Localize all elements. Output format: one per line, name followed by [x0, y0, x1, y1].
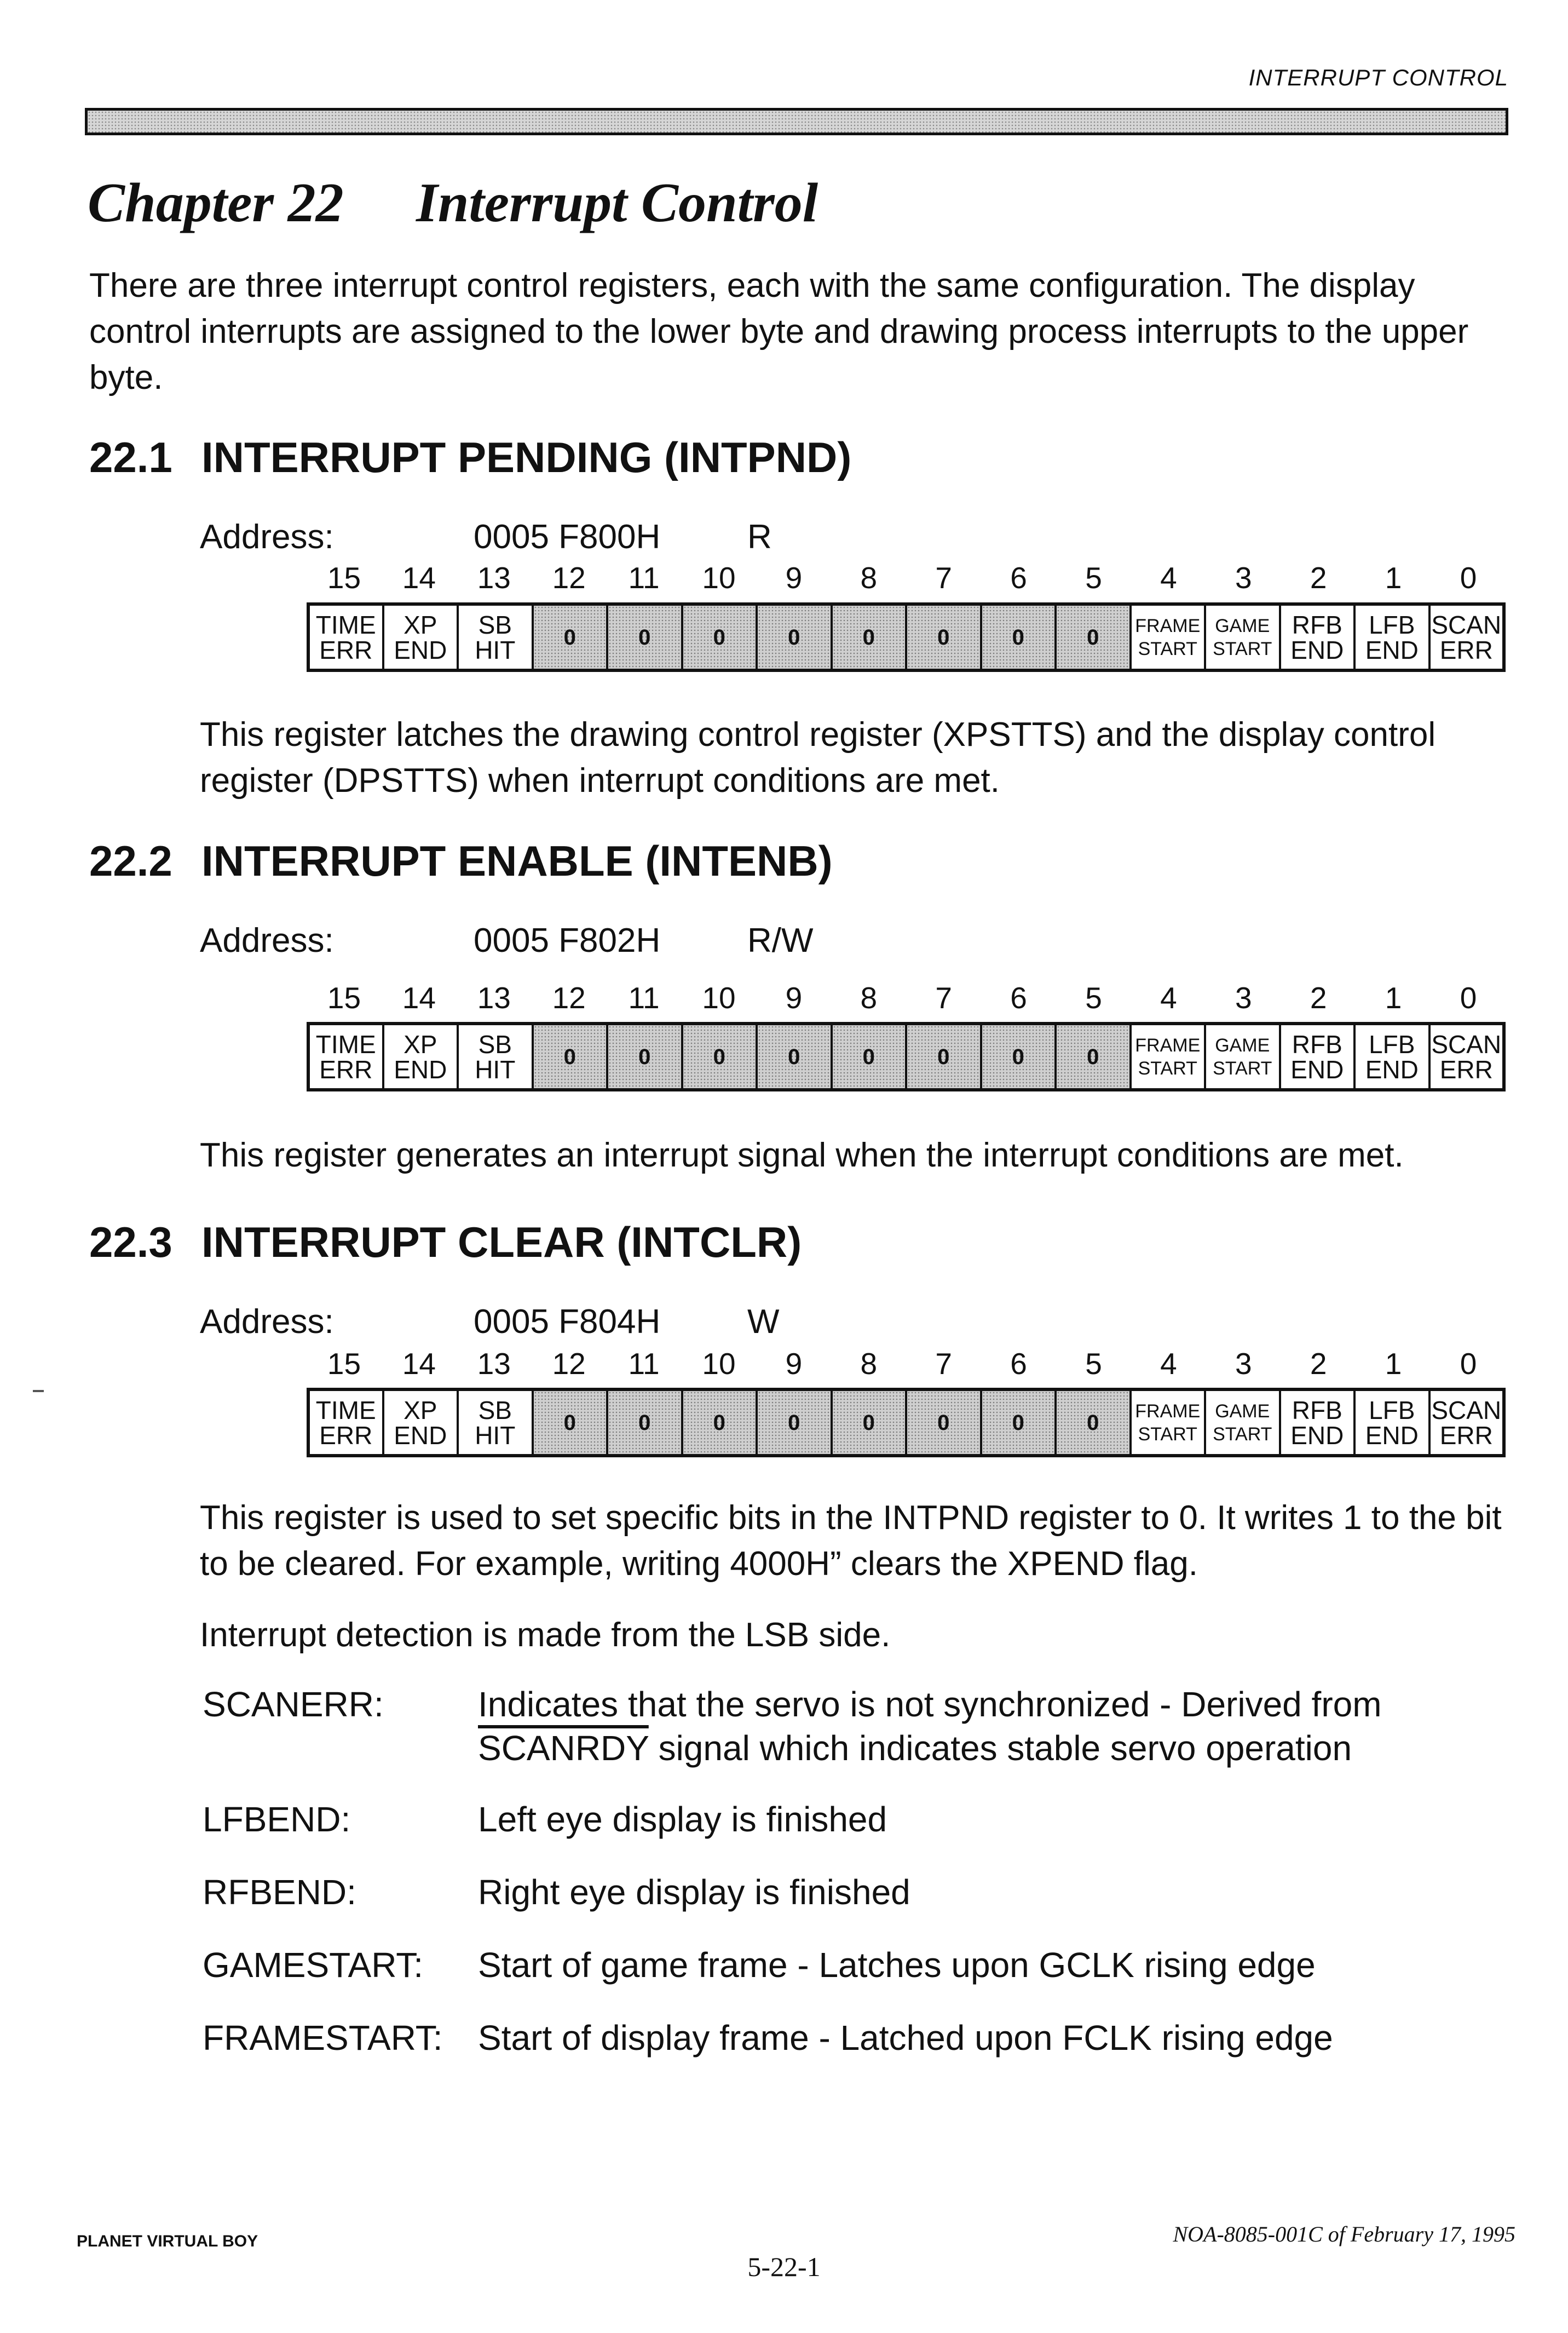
bit-number: 10: [702, 981, 736, 1015]
register-field-reserved: 0: [832, 604, 907, 670]
field-line: END: [394, 635, 447, 664]
bit-number: 3: [1235, 1347, 1252, 1381]
field-line: START: [1213, 1423, 1272, 1445]
register-field-reserved: 0: [533, 604, 608, 670]
bit-number: 14: [402, 981, 436, 1015]
bit-number: 11: [628, 1347, 660, 1381]
field-line: END: [1290, 1055, 1344, 1084]
register-field-xp-end: [383, 1024, 458, 1090]
bit-number: 7: [935, 1347, 952, 1381]
definition-text-rfbend: Right eye display is finished: [478, 1872, 910, 1912]
field-line: END: [1290, 635, 1344, 664]
field-line: SCAN: [1431, 1030, 1502, 1059]
detection-note: Interrupt detection is made from the LSB side.: [200, 1616, 891, 1654]
field-line: END: [1365, 635, 1419, 664]
register-field-lfb-end: [1354, 1389, 1429, 1456]
running-header: INTERRUPT CONTROL: [1248, 65, 1508, 90]
field-line: RFB: [1292, 610, 1342, 639]
register-field-rfb-end: [1280, 1024, 1355, 1090]
bit-number: 10: [702, 561, 736, 595]
field-line: HIT: [475, 1055, 516, 1084]
bit-number: 0: [1460, 1347, 1477, 1381]
margin-mark: [33, 1390, 44, 1392]
section-number: 22.3: [89, 1218, 172, 1266]
register-field-reserved: 0: [1056, 604, 1131, 670]
field-line: GAME: [1215, 1035, 1270, 1056]
bit-numbers: [307, 560, 1506, 599]
register-field-reserved: 0: [906, 604, 981, 670]
bit-number: 5: [1085, 1347, 1102, 1381]
register-field-reserved: 0: [757, 1024, 832, 1090]
bit-number: 8: [860, 1347, 878, 1381]
field-line: TIME: [315, 1030, 376, 1059]
field-line: HIT: [475, 635, 516, 664]
section-title: INTERRUPT ENABLE (INTENB): [201, 837, 833, 885]
field-line: END: [1365, 1421, 1419, 1450]
register-field-sb-hit: [458, 604, 533, 670]
description-intenb: This register generates an interrupt signal when the interrupt conditions are met.: [200, 1136, 1404, 1174]
register-field-scan-err: [1429, 1024, 1504, 1090]
bit-number: 1: [1385, 981, 1402, 1015]
chapter-name: Interrupt Control: [416, 172, 818, 234]
register-field-reserved: 0: [682, 1389, 757, 1456]
register-field-reserved: 0: [533, 1389, 608, 1456]
section-number: 22.1: [89, 433, 172, 481]
field-line: LFB: [1369, 610, 1415, 639]
register-table-intenb: [307, 1022, 1506, 1091]
bit-number: 4: [1160, 981, 1177, 1015]
field-line: START: [1138, 1423, 1197, 1445]
field-line: FRAME: [1135, 615, 1201, 636]
register-field-reserved: 0: [906, 1389, 981, 1456]
address-label: Address:: [200, 922, 334, 959]
bit-number: 10: [702, 1347, 736, 1381]
field-line: END: [394, 1421, 447, 1450]
bit-number: 6: [1010, 561, 1027, 595]
register-field-scan-err: [1429, 1389, 1504, 1456]
section-title: INTERRUPT PENDING (INTPND): [201, 433, 852, 481]
register-field-reserved: 0: [757, 604, 832, 670]
field-line: ERR: [1439, 1421, 1493, 1450]
field-line: TIME: [315, 610, 376, 639]
register-field-reserved: 0: [832, 1024, 907, 1090]
overlined-signal: SCANRDY: [478, 1728, 649, 1768]
bit-number: 14: [402, 561, 436, 595]
description-intclr: This register is used to set specific bits in the INTPND register to 0. It writes 1 to the bit to be cleared. For example, writing 4000H” clears the XPEND flag.: [200, 1499, 1502, 1583]
field-line: SB: [478, 1395, 512, 1424]
definition-text-framestart: Start of display frame - Latched upon FCLK rising edge: [478, 2018, 1333, 2058]
definition-text-part: signal which indicates stable servo operation: [648, 1728, 1352, 1768]
bit-number: 11: [628, 561, 660, 595]
field-line: GAME: [1215, 1400, 1270, 1422]
bit-number: 6: [1010, 981, 1027, 1015]
field-line: SCAN: [1431, 610, 1502, 639]
access-mode: R: [747, 518, 772, 556]
bit-numbers: [307, 1346, 1506, 1384]
bit-number: 2: [1310, 981, 1327, 1015]
bit-number: 9: [785, 561, 803, 595]
register-field-game-start: [1205, 1024, 1280, 1090]
field-line: START: [1213, 638, 1272, 659]
bit-number: 6: [1010, 1347, 1027, 1381]
register-field-reserved: 0: [533, 1024, 608, 1090]
definition-term-lfbend: LFBEND:: [203, 1800, 351, 1839]
field-line: FRAME: [1135, 1400, 1201, 1422]
bit-number: 8: [860, 981, 878, 1015]
register-field-xp-end: [383, 1389, 458, 1456]
bit-number: 15: [327, 1347, 361, 1381]
page-number: 5-22-1: [747, 2251, 821, 2282]
bit-number: 1: [1385, 561, 1402, 595]
register-field-reserved: 0: [757, 1389, 832, 1456]
register-field-time-err: [308, 604, 383, 670]
footer-publication: PLANET VIRTUAL BOY: [77, 2232, 258, 2250]
address-label: Address:: [200, 1303, 334, 1341]
bit-numbers: [307, 980, 1506, 1019]
field-line: ERR: [1439, 1055, 1493, 1084]
bit-number: 13: [477, 1347, 511, 1381]
field-line: ERR: [319, 1055, 373, 1084]
field-line: START: [1138, 638, 1197, 659]
definition-text-part: Indicates that the servo is not synchronized - Derived from: [478, 1685, 1382, 1724]
field-line: FRAME: [1135, 1035, 1201, 1056]
description-intpnd: This register latches the drawing control register (XPSTTS) and the display control register (DPSTTS) when interrupt conditions are met.: [200, 716, 1436, 800]
field-line: START: [1138, 1058, 1197, 1079]
definition-text-scanerr: [478, 1682, 1518, 1770]
register-field-scan-err: [1429, 604, 1504, 670]
field-line: RFB: [1292, 1030, 1342, 1059]
section-heading-intclr: [89, 1217, 802, 1267]
chapter-number: Chapter 22: [88, 172, 344, 234]
bit-number: 9: [785, 1347, 803, 1381]
register-field-reserved: 0: [682, 604, 757, 670]
bit-number: 4: [1160, 561, 1177, 595]
section-heading-intenb: [89, 836, 833, 886]
definition-term-scanerr: SCANERR:: [203, 1685, 384, 1724]
register-field-reserved: 0: [981, 1389, 1056, 1456]
register-field-frame-start: [1131, 1389, 1206, 1456]
bit-number: 13: [477, 561, 511, 595]
bit-number: 14: [402, 1347, 436, 1381]
address-value: 0005 F802H: [474, 922, 661, 959]
field-line: XP: [403, 1395, 437, 1424]
register-field-reserved: 0: [607, 1024, 682, 1090]
field-line: ERR: [319, 635, 373, 664]
address-value: 0005 F800H: [474, 518, 661, 556]
register-field-reserved: 0: [607, 1389, 682, 1456]
register-field-reserved: 0: [906, 1024, 981, 1090]
bit-number: 15: [327, 561, 361, 595]
field-line: LFB: [1369, 1395, 1415, 1424]
field-line: XP: [403, 610, 437, 639]
register-field-time-err: [308, 1389, 383, 1456]
register-field-reserved: 0: [1056, 1389, 1131, 1456]
intro-paragraph: There are three interrupt control registers, each with the same configuration. The display control interrupts are assigned to the lower byte and drawing process interrupts to the upper byte.: [89, 267, 1469, 397]
field-line: SCAN: [1431, 1395, 1502, 1424]
register-field-sb-hit: [458, 1024, 533, 1090]
bit-number: 2: [1310, 1347, 1327, 1381]
bit-number: 5: [1085, 981, 1102, 1015]
bit-number: 15: [327, 981, 361, 1015]
address-value: 0005 F804H: [474, 1303, 661, 1341]
field-line: TIME: [315, 1395, 376, 1424]
chapter-title: [88, 171, 818, 235]
field-line: END: [1365, 1055, 1419, 1084]
definition-text-lfbend: Left eye display is finished: [478, 1800, 887, 1839]
header-bar: [85, 108, 1508, 135]
bit-number: 7: [935, 561, 952, 595]
bit-number: 12: [552, 981, 586, 1015]
field-line: LFB: [1369, 1030, 1415, 1059]
definition-term-framestart: FRAMESTART:: [203, 2018, 443, 2058]
field-line: START: [1213, 1058, 1272, 1079]
bit-number: 13: [477, 981, 511, 1015]
field-line: SB: [478, 1030, 512, 1059]
access-mode: R/W: [747, 922, 814, 959]
register-field-frame-start: [1131, 1024, 1206, 1090]
register-field-game-start: [1205, 604, 1280, 670]
section-heading-intpnd: [89, 433, 851, 482]
register-field-xp-end: [383, 604, 458, 670]
register-field-sb-hit: [458, 1389, 533, 1456]
register-field-reserved: 0: [607, 604, 682, 670]
field-line: XP: [403, 1030, 437, 1059]
definition-term-gamestart: GAMESTART:: [203, 1945, 424, 1985]
bit-number: 1: [1385, 1347, 1402, 1381]
field-line: GAME: [1215, 615, 1270, 636]
field-line: RFB: [1292, 1395, 1342, 1424]
field-line: HIT: [475, 1421, 516, 1450]
register-field-reserved: 0: [1056, 1024, 1131, 1090]
field-line: SB: [478, 610, 512, 639]
bit-number: 12: [552, 1347, 586, 1381]
bit-number: 0: [1460, 981, 1477, 1015]
field-line: END: [394, 1055, 447, 1084]
register-field-rfb-end: [1280, 1389, 1355, 1456]
bit-number: 2: [1310, 561, 1327, 595]
bit-number: 11: [628, 981, 660, 1015]
register-table-intpnd: [307, 602, 1506, 672]
register-field-reserved: 0: [832, 1389, 907, 1456]
register-field-game-start: [1205, 1389, 1280, 1456]
register-field-time-err: [308, 1024, 383, 1090]
bit-number: 0: [1460, 561, 1477, 595]
field-line: END: [1290, 1421, 1344, 1450]
section-title: INTERRUPT CLEAR (INTCLR): [201, 1218, 802, 1266]
access-mode: W: [747, 1303, 780, 1341]
register-field-reserved: 0: [981, 604, 1056, 670]
register-table-intclr: [307, 1388, 1506, 1457]
section-number: 22.2: [89, 837, 172, 885]
register-field-frame-start: [1131, 604, 1206, 670]
register-field-lfb-end: [1354, 1024, 1429, 1090]
register-field-rfb-end: [1280, 604, 1355, 670]
footer-document-id: NOA-8085-001C of February 17, 1995: [1173, 2222, 1515, 2246]
bit-number: 12: [552, 561, 586, 595]
field-line: ERR: [1439, 635, 1493, 664]
bit-number: 9: [785, 981, 803, 1015]
bit-number: 8: [860, 561, 878, 595]
bit-number: 4: [1160, 1347, 1177, 1381]
register-field-reserved: 0: [682, 1024, 757, 1090]
address-label: Address:: [200, 518, 334, 556]
bit-number: 7: [935, 981, 952, 1015]
bit-number: 3: [1235, 561, 1252, 595]
bit-number: 3: [1235, 981, 1252, 1015]
register-field-reserved: 0: [981, 1024, 1056, 1090]
bit-number: 5: [1085, 561, 1102, 595]
definition-text-gamestart: Start of game frame - Latches upon GCLK rising edge: [478, 1945, 1316, 1985]
field-line: ERR: [319, 1421, 373, 1450]
definition-term-rfbend: RFBEND:: [203, 1872, 356, 1912]
register-field-lfb-end: [1354, 604, 1429, 670]
